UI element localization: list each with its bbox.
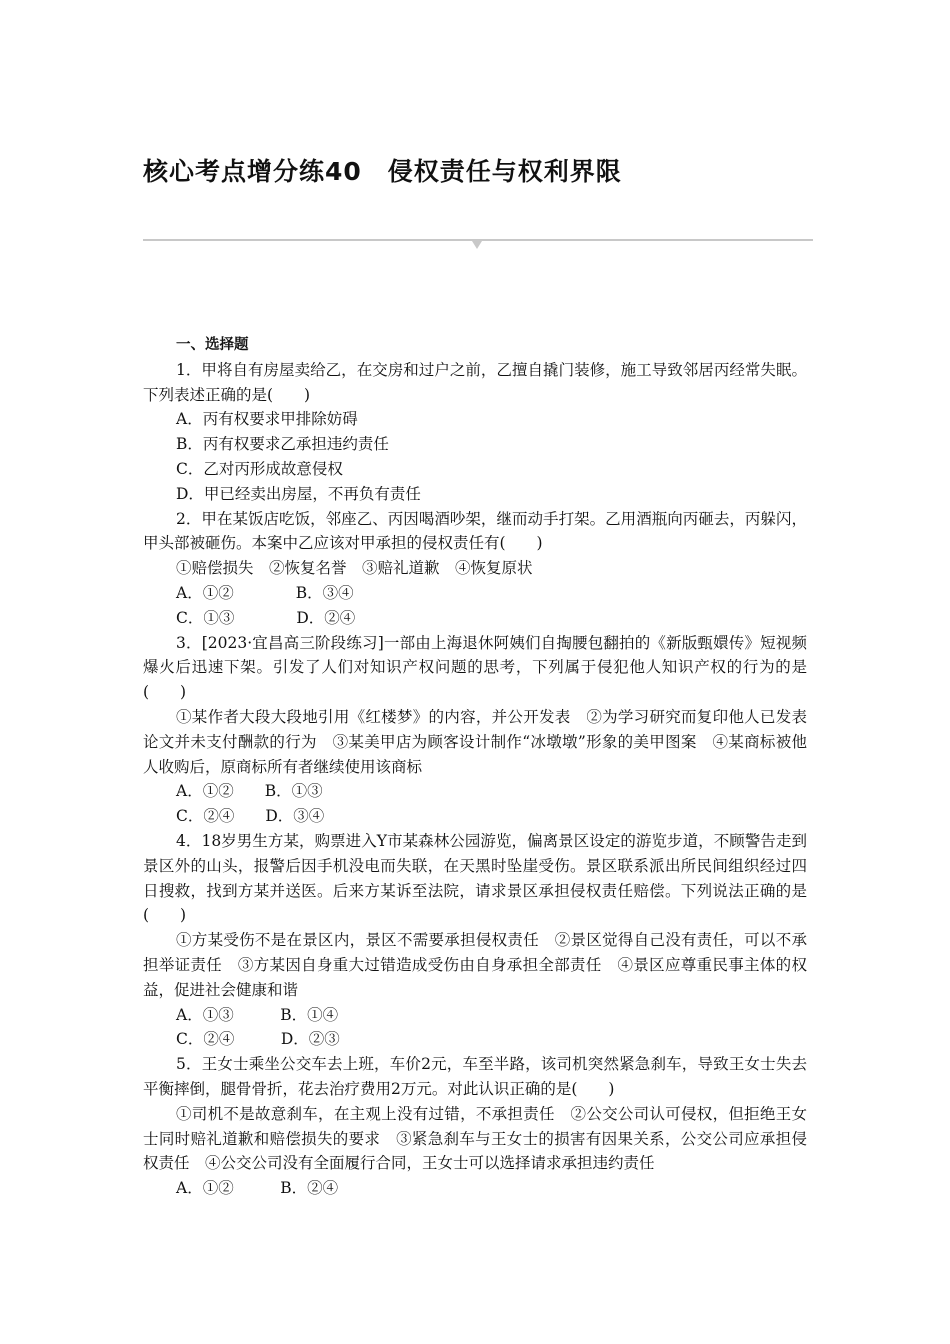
question-3-options-cd: C．②④ D．③④ (176, 807, 325, 826)
question-5-options-ab: A．①② B．②④ (176, 1179, 339, 1198)
question-2-stem: 2．甲在某饭店吃饭，邻座乙、丙因喝酒吵架，继而动手打架。乙用酒瓶向丙砸去，丙躲闪，甲头部被砸伤。本案中乙应该对甲承担的侵权责任有( ) (143, 509, 807, 553)
question-1-stem: 1．甲将自有房屋卖给乙，在交房和过户之前，乙擅自撬门装修，施工导致邻居丙经常失眠。下列表述正确的是( ) (143, 360, 807, 404)
question-1-option-a: A．丙有权要求甲排除妨碍 (176, 410, 358, 429)
divider-arrow-icon (472, 241, 482, 249)
question-4-stem: 4．18岁男生方某，购票进入Y市某森林公园游览，偏离景区设定的游览步道，不顾警告走到景区外的山头，报警后因手机没电而失联，在天黑时坠崖受伤。景区联系派出所民间组织经过四日搜救，找到方某并送医。后来方某诉至法院，请求景区承担侵权责任赔偿。下列说法正确的是( ) (143, 831, 807, 925)
question-list (143, 333, 807, 1201)
question-3-items: ①某作者大段大段地引用《红楼梦》的内容，并公开发表 ②为学习研究而复印他人已发表论文并未支付酬款的行为 ③某美甲店为顾客设计制作“冰墩墩”形象的美甲图案 ④某商标被他人收购后，原商标所有者继续使用该商标 (143, 707, 807, 776)
question-5-items: ①司机不是故意刹车，在主观上没有过错，不承担责任 ②公交公司认可侵权，但拒绝王女士同时赔礼道歉和赔偿损失的要求 ③紧急刹车与王女士的损害有因果关系，公交公司应承担侵权责任 ④公交公司没有全面履行合同，王女士可以选择请求承担违约责任 (143, 1104, 807, 1173)
question-3-options-ab: A．①② B．①③ (176, 782, 323, 801)
question-2-options-cd: C．①③ D．②④ (176, 608, 356, 627)
question-5-stem: 5．王女士乘坐公交车去上班，车价2元，车至半路，该司机突然紧急刹车，导致王女士失去平衡摔倒，腿骨骨折，花去治疗费用2万元。对此认识正确的是( ) (143, 1055, 807, 1098)
question-3-stem: 3．[2023·宜昌高三阶段练习]一部由上海退休阿姨们自掏腰包翻拍的《新版甄嬛传》短视频爆火后迅速下架。引发了人们对知识产权问题的思考，下列属于侵犯他人知识产权的行为的是( ) (143, 633, 807, 702)
page-title: 核心考点增分练40 侵权责任与权利界限 (143, 157, 622, 186)
question-2-items: ①赔偿损失 ②恢复名誉 ③赔礼道歉 ④恢复原状 (176, 559, 533, 578)
question-1-option-c: C．乙对丙形成故意侵权 (176, 459, 343, 478)
section-heading: 一、选择题 (176, 337, 249, 353)
question-4-options-cd: C．②④ D．②③ (176, 1030, 340, 1049)
question-4-options-ab: A．①③ B．①④ (176, 1005, 339, 1024)
question-1-option-d: D．甲已经卖出房屋，不再负有责任 (176, 484, 421, 503)
question-2-options-ab: A．①② B．③④ (176, 583, 354, 602)
question-4-items: ①方某受伤不是在景区内，景区不需要承担侵权责任 ②景区觉得自己没有责任，可以不承担举证责任 ③方某因自身重大过错造成受伤由自身承担全部责任 ④景区应尊重民事主体的权益，促进社会健康和谐 (143, 931, 807, 999)
question-1-option-b: B．丙有权要求乙承担违约责任 (176, 435, 389, 454)
